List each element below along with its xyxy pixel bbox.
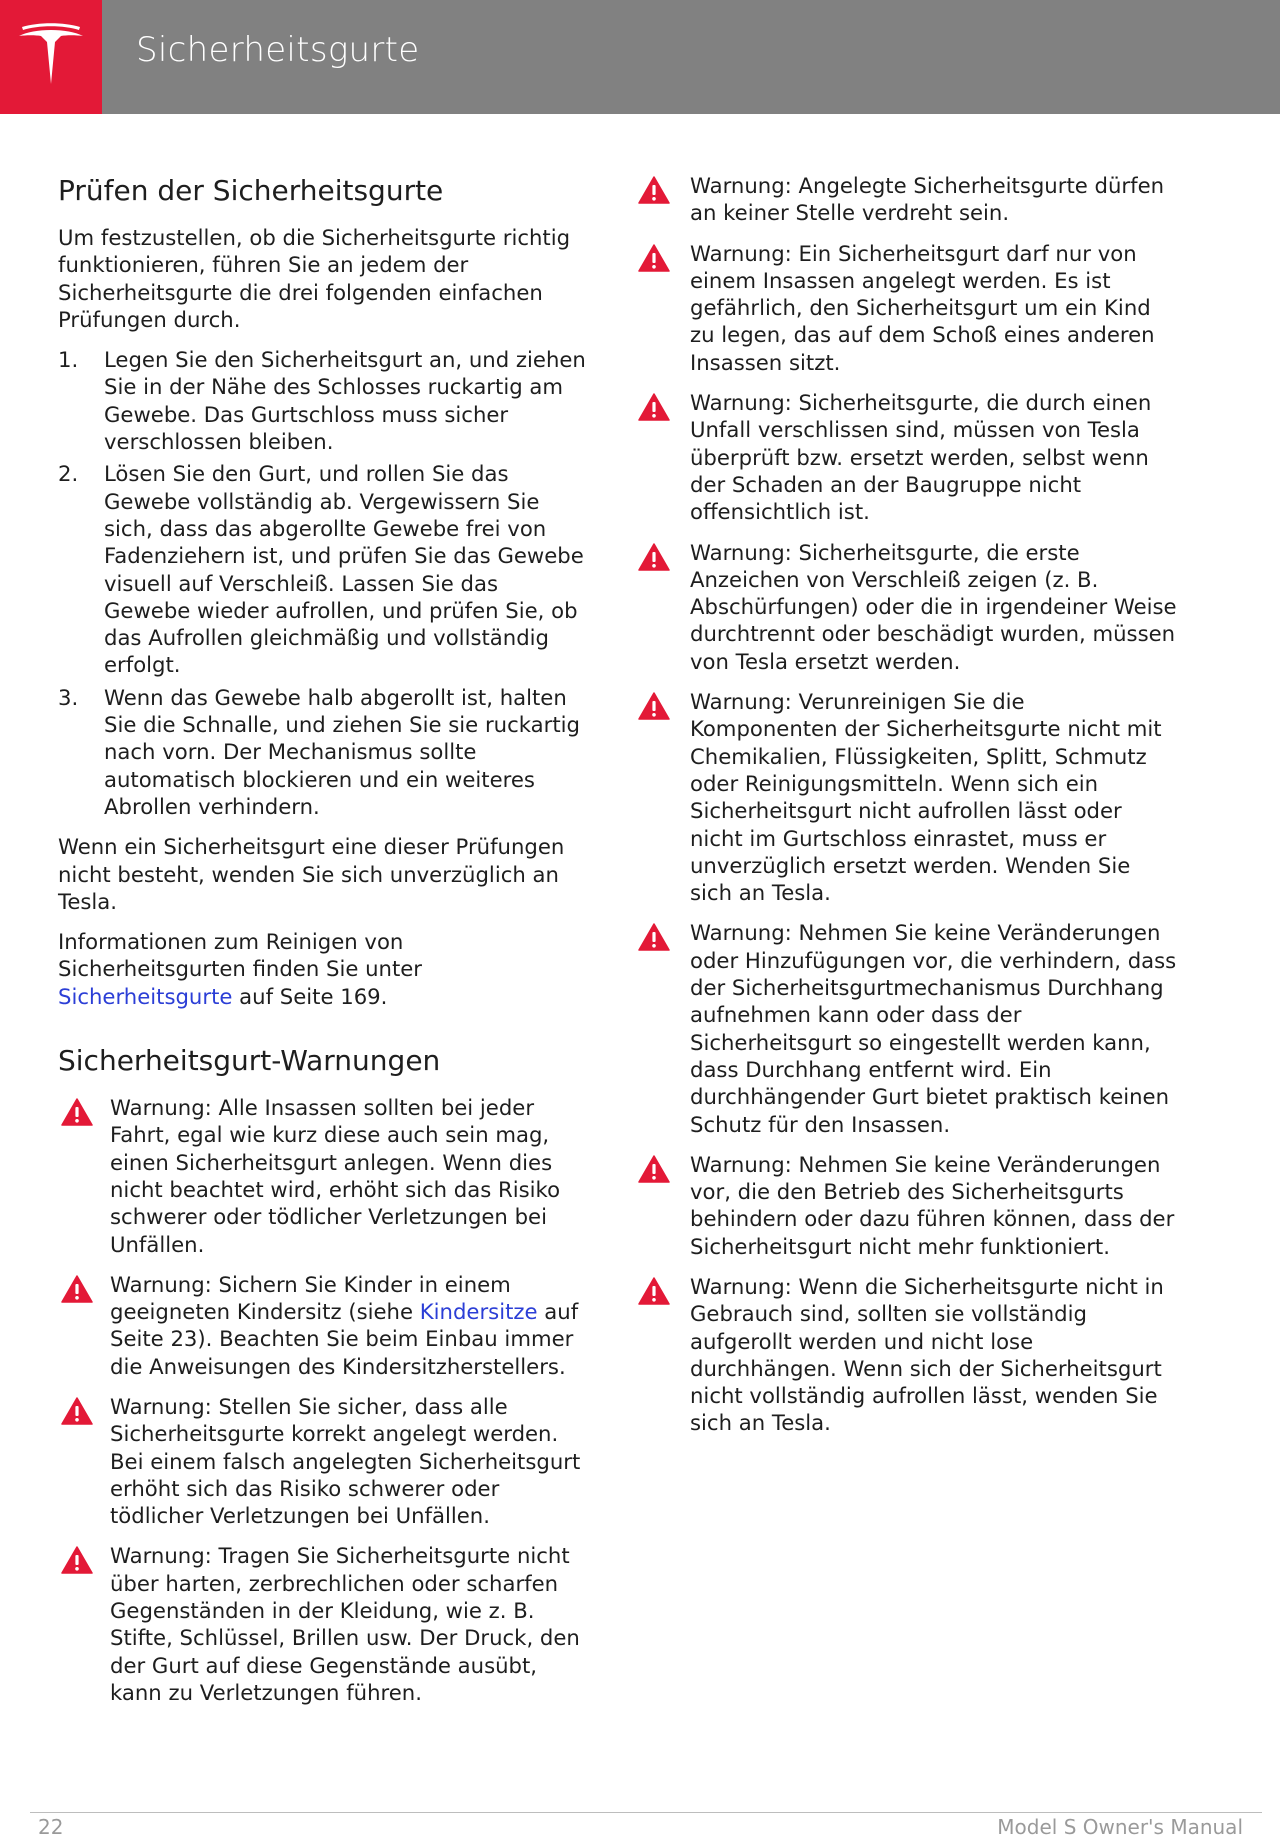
warning-triangle-icon [638, 1151, 690, 1260]
warning-item [638, 389, 1178, 525]
warning-text: Warnung: Alle Insassen sollten bei jeder Fahrt, egal wie kurz diese auch sein mag, einen Sicherheitsgurt anlegen. Wenn dies nicht beachtet wird, erhöht sich das Risiko schwerer oder tödlicher Verletzungen bei Unfällen. [110, 1095, 561, 1257]
warning-item [638, 172, 1178, 227]
cleaning-info-text: Informationen zum Reinigen von Sicherheitsgurten finden Sie unter [58, 929, 423, 982]
link-sicherheitsgurte[interactable]: Sicherheitsgurte [58, 983, 233, 1009]
warning-triangle-icon [638, 172, 690, 227]
step-text: Lösen Sie den Gurt, und rollen Sie das Gewebe vollständig ab. Vergewissern Sie sich, dass das abgerollte Gewebe frei von Fadenziehern ist, und prüfen Sie das Gewebe visuell auf Verschleiß. Lassen Sie das Gewebe wieder aufrollen, und prüfen Sie, ob das Aufrollen gleichmäßig und vollständig erfolgt. [104, 461, 584, 678]
warning-triangle-icon [638, 1273, 690, 1437]
warning-text-part: auf Seite 23). Beachten Sie beim Einbau immer die Anweisungen des Kindersitzherstellers. [110, 1299, 579, 1379]
warning-triangle-icon [58, 1393, 110, 1529]
warning-item [58, 1271, 586, 1380]
warning-text: Warnung: Verunreinigen Sie die Komponenten der Sicherheitsgurte nicht mit Chemikalien, Flüssigkeiten, Splitt, Schmutz oder Reinigungsmitteln. Wenn sich ein Sicherheitsgurt nicht aufrollen lässt oder nicht im Gurtschloss einrastet, muss er unverzüglich ersetzt werden. Wenden Sie sich an Tesla. [690, 689, 1162, 906]
warning-triangle-icon [638, 688, 690, 906]
warning-text: Warnung: Angelegte Sicherheitsgurte dürfen an keiner Stelle verdreht sein. [690, 173, 1165, 226]
warning-text: Warnung: Tragen Sie Sicherheitsgurte nicht über harten, zerbrechlichen oder scharfen Gegenständen in der Kleidung, wie z. B. Stifte, Schlüssel, Brillen usw. Der Druck, den der Gurt auf diese Gegenstände ausübt, kann zu Verletzungen führen. [110, 1543, 580, 1705]
warning-text [110, 1271, 586, 1380]
step-number: 1. [58, 347, 79, 373]
list-item [58, 684, 586, 820]
warning-item [638, 1151, 1178, 1260]
page-header [0, 0, 1280, 114]
warning-text-part: Warnung: Sichern Sie Kinder in einem geeigneten Kindersitz (siehe [110, 1271, 511, 1325]
warning-triangle-icon [638, 240, 690, 376]
warning-triangle-icon [638, 389, 690, 525]
warning-triangle-icon [638, 919, 690, 1137]
right-column [638, 172, 1178, 1450]
warning-triangle-icon [58, 1271, 110, 1380]
page-number: 22 [38, 1815, 64, 1839]
warning-triangle-icon [58, 1094, 110, 1258]
tesla-logo-icon [16, 22, 86, 88]
step-text: Legen Sie den Sicherheitsgurt an, und ziehen Sie in der Nähe des Schlosses ruckartig am Gewebe. Das Gurtschloss muss sicher verschlossen bleiben. [104, 347, 586, 455]
warning-triangle-icon [58, 1542, 110, 1706]
warning-item [58, 1393, 586, 1529]
manual-title: Model S Owner's Manual [997, 1815, 1243, 1839]
warning-item [638, 688, 1178, 906]
section-heading-pruefen: Prüfen der Sicherheitsgurte [58, 174, 444, 207]
warning-item [58, 1542, 586, 1706]
warning-text: Warnung: Nehmen Sie keine Veränderungen vor, die den Betrieb des Sicherheitsgurts behindern oder dazu führen können, dass der Sicherheitsgurt nicht mehr funktioniert. [690, 1151, 1175, 1259]
list-item [58, 460, 586, 678]
warning-item [58, 1094, 586, 1258]
warning-text: Warnung: Sicherheitsgurte, die erste Anzeichen von Verschleiß zeigen (z. B. Abschürfungen) oder die in irgendeiner Weise durchtrennt oder beschädigt wurden, müssen von Tesla ersetzt werden. [690, 539, 1177, 674]
warning-text: Warnung: Stellen Sie sicher, dass alle Sicherheitsgurte korrekt angelegt werden. Bei einem falsch angelegten Sicherheitsgurt erhöht sich das Risiko schwerer oder tödlicher Verletzungen bei Unfällen. [110, 1393, 581, 1529]
step-text: Wenn das Gewebe halb abgerollt ist, halten Sie die Schnalle, und ziehen Sie sie ruckartig nach vorn. Der Mechanismus sollte automatisch blockieren und ein weiteres Abrollen verhindern. [104, 684, 580, 819]
warning-text: Warnung: Ein Sicherheitsgurt darf nur von einem Insassen angelegt werden. Es ist gefährlich, den Sicherheitsgurt um ein Kind zu legen, das auf dem Schoß eines anderen Insassen sitzt. [690, 240, 1155, 375]
warning-text: Warnung: Sicherheitsgurte, die durch einen Unfall verschlissen sind, müssen von Tesla überprüft bzw. ersetzt werden, selbst wenn der Schaden an der Baugruppe nicht offensichtlich ist. [690, 390, 1152, 525]
warning-text: Warnung: Nehmen Sie keine Veränderungen oder Hinzufügungen vor, die verhindern, dass der Sicherheitsgurtmechanismus Durchhang aufnehmen kann oder dass der Sicherheitsgurt so eingestellt werden kann, dass Durchhang entfernt wird. Ein durchhängender Gurt bietet praktisch keinen Schutz für den Insassen. [690, 920, 1177, 1137]
left-column [58, 172, 586, 1719]
section-heading-warnungen: Sicherheitsgurt-Warnungen [58, 1044, 441, 1078]
warning-triangle-icon [638, 539, 690, 675]
cleaning-info-paragraph [58, 928, 586, 1010]
link-kindersitze[interactable]: Kindersitze [419, 1299, 538, 1325]
brand-logo-box [0, 0, 102, 114]
cleaning-info-page: auf Seite 169. [232, 983, 388, 1009]
intro-paragraph: Um festzustellen, ob die Sicherheitsgurte richtig funktionieren, führen Sie an jedem der Sicherheitsgurte die drei folgenden einfachen Prüfungen durch. [58, 225, 571, 332]
warning-item [638, 539, 1178, 675]
warning-item [638, 919, 1178, 1137]
step-number: 3. [58, 684, 79, 710]
warning-item [638, 1273, 1178, 1437]
page-title: Sicherheitsgurte [136, 30, 420, 70]
failure-paragraph: Wenn ein Sicherheitsgurt eine dieser Prüfungen nicht besteht, wenden Sie sich unverzüglich an Tesla. [58, 834, 565, 914]
warning-text: Warnung: Wenn die Sicherheitsgurte nicht in Gebrauch sind, sollten sie vollständig aufgerollt werden und nicht lose durchhängen. Wenn sich der Sicherheitsgurt nicht vollständig aufrollen lässt, wenden Sie sich an Tesla. [690, 1273, 1164, 1436]
check-steps-list [58, 346, 586, 820]
step-number: 2. [58, 461, 79, 487]
footer-divider [30, 1812, 1262, 1813]
warning-item [638, 240, 1178, 376]
list-item [58, 346, 586, 455]
